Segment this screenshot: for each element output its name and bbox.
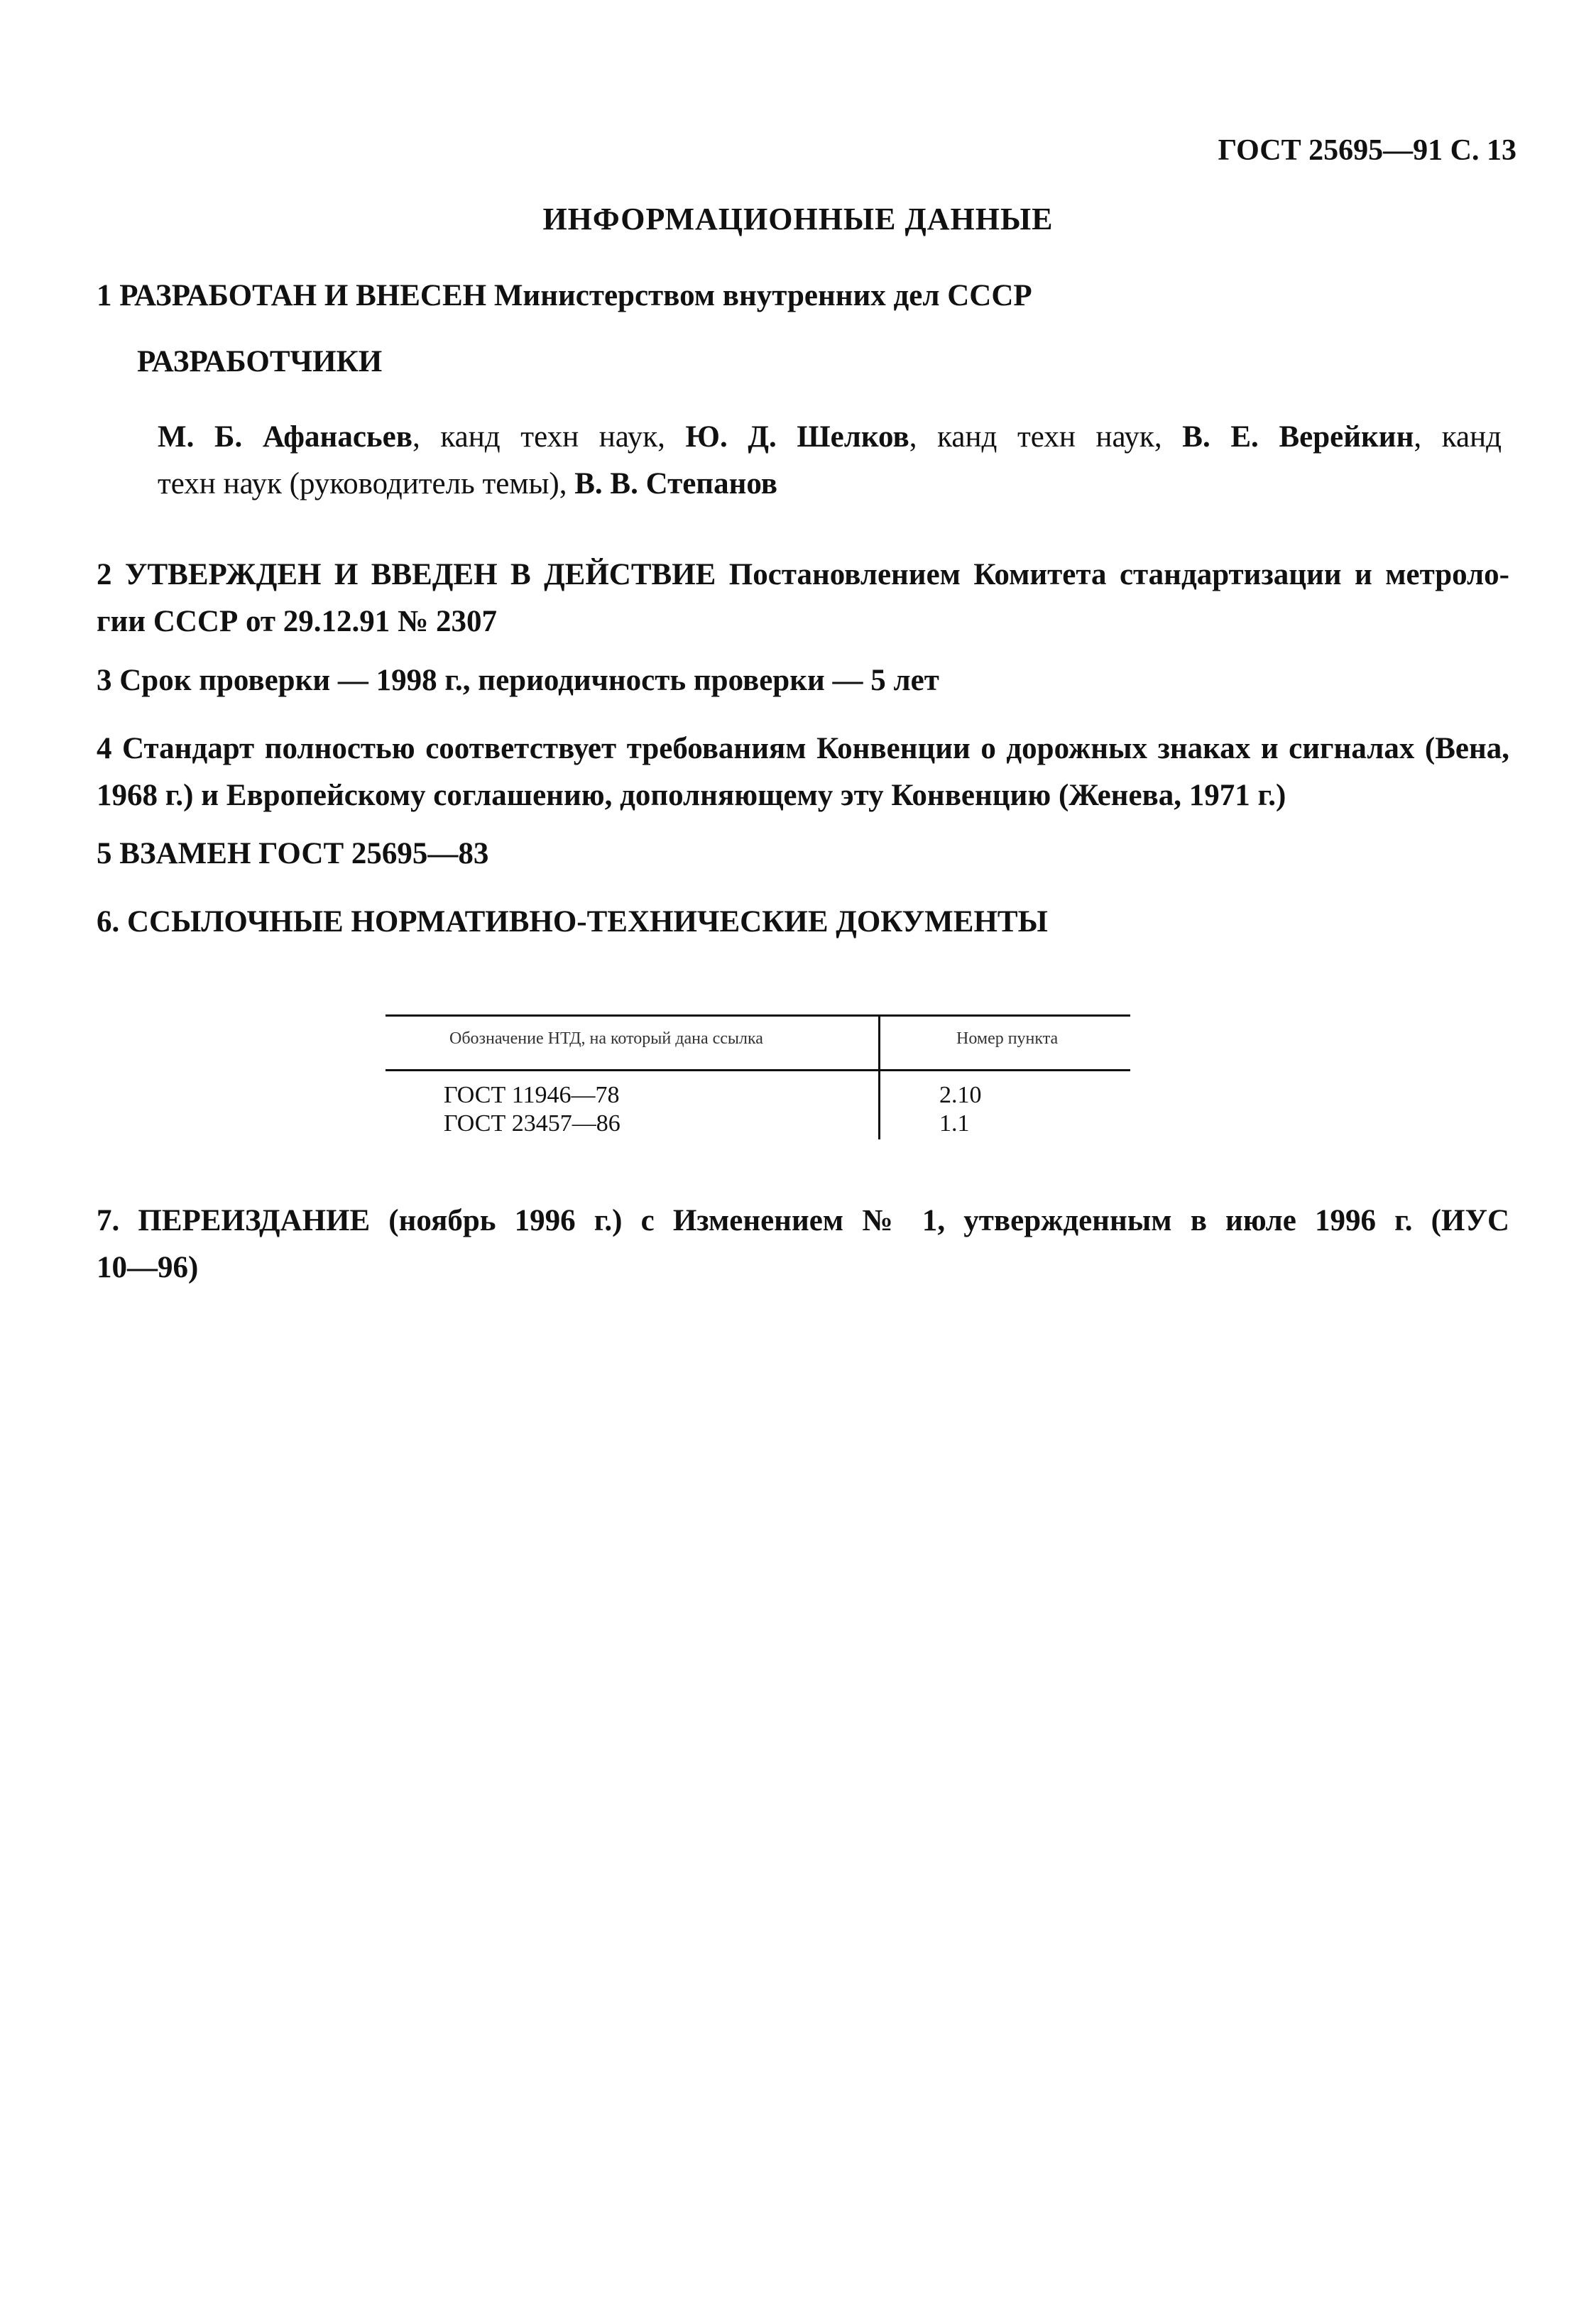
- item-4-line-1: 4 Стандарт полностью соответствует требованиям Конвенции о дорожных знаках и сигналах (Вена,: [97, 732, 1509, 765]
- item-5: 5 ВЗАМЕН ГОСТ 25695—83: [97, 837, 489, 870]
- item-7-line-1: 7. ПЕРЕИЗДАНИЕ (ноябрь 1996 г.) с Изменением № 1, утвержденным в июле 1996 г. (ИУС: [97, 1204, 1509, 1237]
- table-cell-clause: 2.10: [939, 1082, 982, 1108]
- developers-line-1: [158, 414, 1502, 461]
- item-2-text-1: Постановлением Комитета стандартизации и метроло-: [716, 558, 1510, 591]
- item-4-line-2: 1968 г.) и Европейскому соглашению, дополняющему эту Конвенцию (Женева, 1971 г.): [97, 779, 1286, 812]
- developers-line-2: [158, 461, 1502, 508]
- developer-name-2: Ю. Д. Шелков: [685, 420, 909, 454]
- table-cell-designation: ГОСТ 23457—86: [444, 1110, 621, 1137]
- item-1-text: Министерством внутренних дел СССР: [486, 279, 1032, 312]
- table-cell-designation: ГОСТ 11946—78: [444, 1082, 620, 1108]
- developer-name-4: В. В. Степанов: [574, 467, 778, 500]
- developer-degree-1: , канд техн наук,: [412, 420, 665, 454]
- item-2: [97, 552, 1509, 645]
- item-1-label: 1 РАЗРАБОТАН И ВНЕСЕН: [97, 279, 487, 312]
- item-3: 3 Срок проверки — 1998 г., периодичность проверки — 5 лет: [97, 664, 939, 697]
- item-4: [97, 726, 1509, 819]
- reference-table: [386, 1014, 1130, 1139]
- item-2-label: 2 УТВЕРЖДЕН И ВВЕДЕН В ДЕЙСТВИЕ: [97, 558, 716, 591]
- item-2-line-2: гии СССР от 29.12.91 № 2307: [97, 605, 498, 638]
- table-column-divider: [878, 1014, 880, 1139]
- table-header-designation: Обозначение НТД, на который дана ссылка: [449, 1029, 763, 1048]
- table-header-rule: [386, 1069, 1130, 1071]
- developers-list: [158, 414, 1502, 508]
- page-header: ГОСТ 25695—91 С. 13: [1218, 134, 1516, 167]
- item-7: [97, 1198, 1509, 1291]
- table-header-clause: Номер пункта: [956, 1029, 1059, 1048]
- developer-degree-4: техн наук (руководитель темы),: [158, 467, 575, 500]
- item-1: [97, 273, 1509, 319]
- table-top-rule: [386, 1014, 1130, 1017]
- developers-heading: РАЗРАБОТЧИКИ: [137, 345, 383, 378]
- item-7-line-2: 10—96): [97, 1251, 199, 1284]
- document-title: ИНФОРМАЦИОННЫЕ ДАННЫЕ: [542, 202, 1054, 236]
- developer-name-3: В. Е. Верейкин: [1182, 420, 1414, 454]
- table-cell-clause: 1.1: [939, 1110, 970, 1137]
- item-6: 6. ССЫЛОЧНЫЕ НОРМАТИВНО-ТЕХНИЧЕСКИЕ ДОКУМЕНТЫ: [97, 905, 1048, 939]
- item-2-line-1: [97, 552, 1510, 598]
- developer-name-1: М. Б. Афанасьев: [158, 420, 412, 454]
- developer-degree-2: , канд техн наук,: [909, 420, 1162, 454]
- developer-degree-3: , канд: [1414, 420, 1502, 454]
